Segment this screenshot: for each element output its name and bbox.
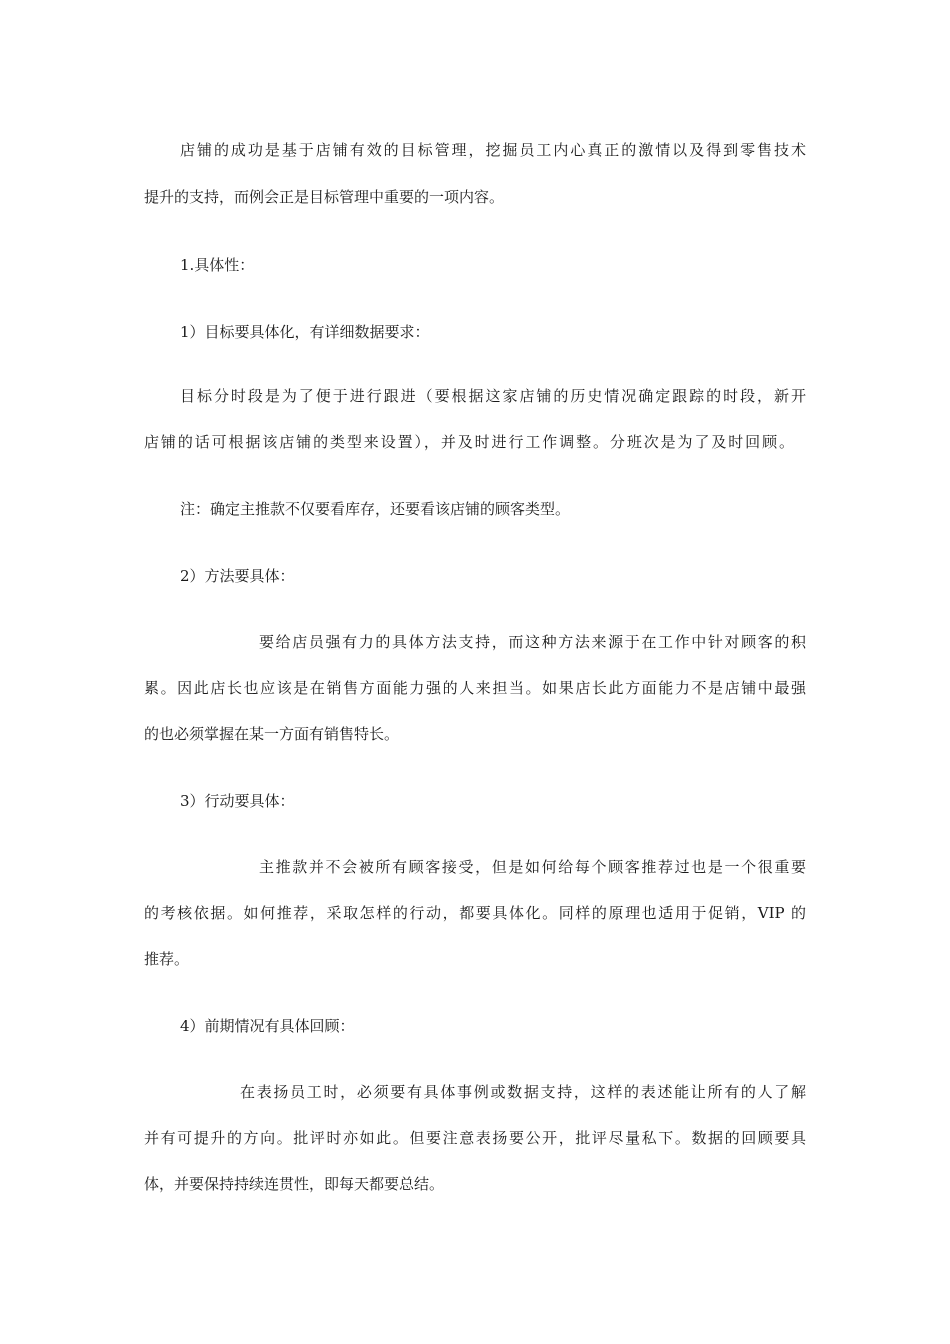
subheading-review: 4）前期情况有具体回顾： (180, 1017, 355, 1035)
paragraph-actions-line-1: 主推款并不会被所有顾客接受，但是如何给每个顾客推荐过也是一个很重要 (259, 858, 806, 876)
paragraph-review-line-3: 体，并要保持持续连贯性，即每天都要总结。 (144, 1175, 445, 1193)
paragraph-actions-line-2: 的考核依据。如何推荐，采取怎样的行动，都要具体化。同样的原理也适用于促销，VIP 的 (144, 904, 806, 922)
paragraph-methods-line-2: 累。因此店长也应该是在销售方面能力强的人来担当。如果店长此方面能力不是店铺中最强 (144, 679, 806, 697)
paragraph-methods-line-3: 的也必须掌握在某一方面有销售特长。 (144, 725, 400, 743)
paragraph-intro-line-1: 店铺的成功是基于店铺有效的目标管理，挖掘员工内心真正的激情以及得到零售技术 (180, 141, 806, 159)
paragraph-review-line-2: 并有可提升的方向。批评时亦如此。但要注意表扬要公开，批评尽量私下。数据的回顾要具 (144, 1129, 806, 1147)
paragraph-review-line-1: 在表扬员工时，必须要有具体事例或数据支持，这样的表述能让所有的人了解 (240, 1083, 806, 1101)
paragraph-methods-line-1: 要给店员强有力的具体方法支持，而这种方法来源于在工作中针对顾客的积 (259, 633, 806, 651)
paragraph-intro-line-2: 提升的支持，而例会正是目标管理中重要的一项内容。 (144, 188, 505, 206)
paragraph-actions-line-3: 推荐。 (144, 950, 190, 968)
subheading-targets: 1）目标要具体化，有详细数据要求： (180, 323, 430, 341)
subheading-methods: 2）方法要具体： (180, 567, 295, 585)
note-main-product: 注：确定主推款不仅要看库存，还要看该店铺的顾客类型。 (180, 500, 571, 518)
subheading-actions: 3）行动要具体： (180, 792, 295, 810)
paragraph-targets-line-1: 目标分时段是为了便于进行跟进（要根据这家店铺的历史情况确定跟踪的时段，新开 (180, 387, 806, 405)
section-heading-specificity: 1.具体性： (180, 256, 255, 274)
paragraph-targets-line-2: 店铺的话可根据该店铺的类型来设置），并及时进行工作调整。分班次是为了及时回顾。 (144, 433, 794, 451)
